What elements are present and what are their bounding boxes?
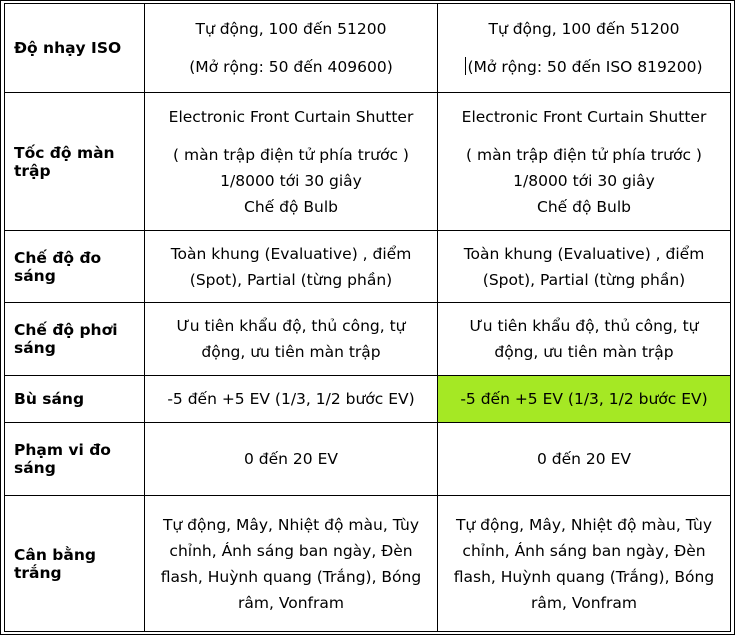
cell-line: Ưu tiên khẩu độ, thủ công, tự động, ưu tiên màn trập [469, 317, 699, 361]
cell-line: 0 đến 20 EV [244, 450, 338, 468]
cell-line: Tự động, 100 đến 51200 [488, 20, 680, 38]
table-row-shutter [5, 93, 731, 231]
cell-metering-col2 [438, 231, 731, 303]
cell-line: Electronic Front Curtain Shutter [168, 107, 414, 126]
row-label-metering: Chế độ đo sáng [5, 231, 145, 303]
row-label-white-balance: Cân bằng trắng [5, 496, 145, 632]
cell-white-balance-col1 [145, 496, 438, 632]
cell-line: Toàn khung (Evaluative) , điểm (Spot), Partial (từng phần) [170, 244, 412, 289]
cell-line: 1/8000 tới 30 giây [220, 171, 362, 190]
table-row-exposure-compensation [5, 376, 731, 423]
cell-exposure-mode-col2 [438, 303, 731, 376]
row-label-exposure-mode: Chế độ phơi sáng [5, 303, 145, 376]
cell-line: 1/8000 tới 30 giây [513, 171, 655, 190]
cell-line: (Mở rộng: 50 đến 409600) [189, 58, 393, 76]
cell-line: -5 đến +5 EV (1/3, 1/2 bước EV) [460, 390, 708, 408]
cell-iso-col2 [438, 4, 731, 93]
cell-line: Chế độ Bulb [537, 197, 631, 216]
cell-line: Chế độ Bulb [244, 197, 338, 216]
cell-white-balance-col2 [438, 496, 731, 632]
table-row-exposure-mode [5, 303, 731, 376]
table-row-white-balance [5, 496, 731, 632]
cell-shutter-col1 [145, 93, 438, 231]
cell-line: Tự động, 100 đến 51200 [195, 20, 387, 38]
cell-exposure-mode-col1 [145, 303, 438, 376]
cell-line: ( màn trập điện tử phía trước ) [466, 145, 702, 164]
cell-line: Electronic Front Curtain Shutter [461, 107, 707, 126]
cell-line: Tự động, Mây, Nhiệt độ màu, Tùy chỉnh, Ánh sáng ban ngày, Đèn flash, Huỳnh quang (Trắng), Bóng râm, Vonfram [453, 515, 715, 612]
cell-metering-col1 [145, 231, 438, 303]
table-row-iso [5, 4, 731, 93]
spec-comparison-table [4, 3, 731, 632]
cell-line: 0 đến 20 EV [537, 450, 631, 468]
row-label-iso: Độ nhạy ISO [5, 4, 145, 93]
cell-exposure-compensation-col1 [145, 376, 438, 423]
table-row-metering-range [5, 423, 731, 496]
cell-line: ( màn trập điện tử phía trước ) [173, 145, 409, 164]
cell-line: Tự động, Mây, Nhiệt độ màu, Tùy chỉnh, Ánh sáng ban ngày, Đèn flash, Huỳnh quang (Trắng), Bóng râm, Vonfram [160, 515, 422, 612]
cell-line: Toàn khung (Evaluative) , điểm (Spot), Partial (từng phần) [463, 244, 705, 289]
table-row-metering [5, 231, 731, 303]
cell-metering-range-col1 [145, 423, 438, 496]
row-label-shutter: Tốc độ màn trập [5, 93, 145, 231]
cell-shutter-col2 [438, 93, 731, 231]
cell-metering-range-col2 [438, 423, 731, 496]
cell-line: Ưu tiên khẩu độ, thủ công, tự động, ưu tiên màn trập [176, 317, 406, 361]
row-label-metering-range: Phạm vi đo sáng [5, 423, 145, 496]
cell-line: (Mở rộng: 50 đến ISO 819200) [467, 58, 703, 76]
row-label-exposure-compensation: Bù sáng [5, 376, 145, 423]
cell-iso-col1 [145, 4, 438, 93]
cell-line: -5 đến +5 EV (1/3, 1/2 bước EV) [167, 390, 415, 408]
cell-exposure-compensation-col2-highlighted [438, 376, 731, 423]
